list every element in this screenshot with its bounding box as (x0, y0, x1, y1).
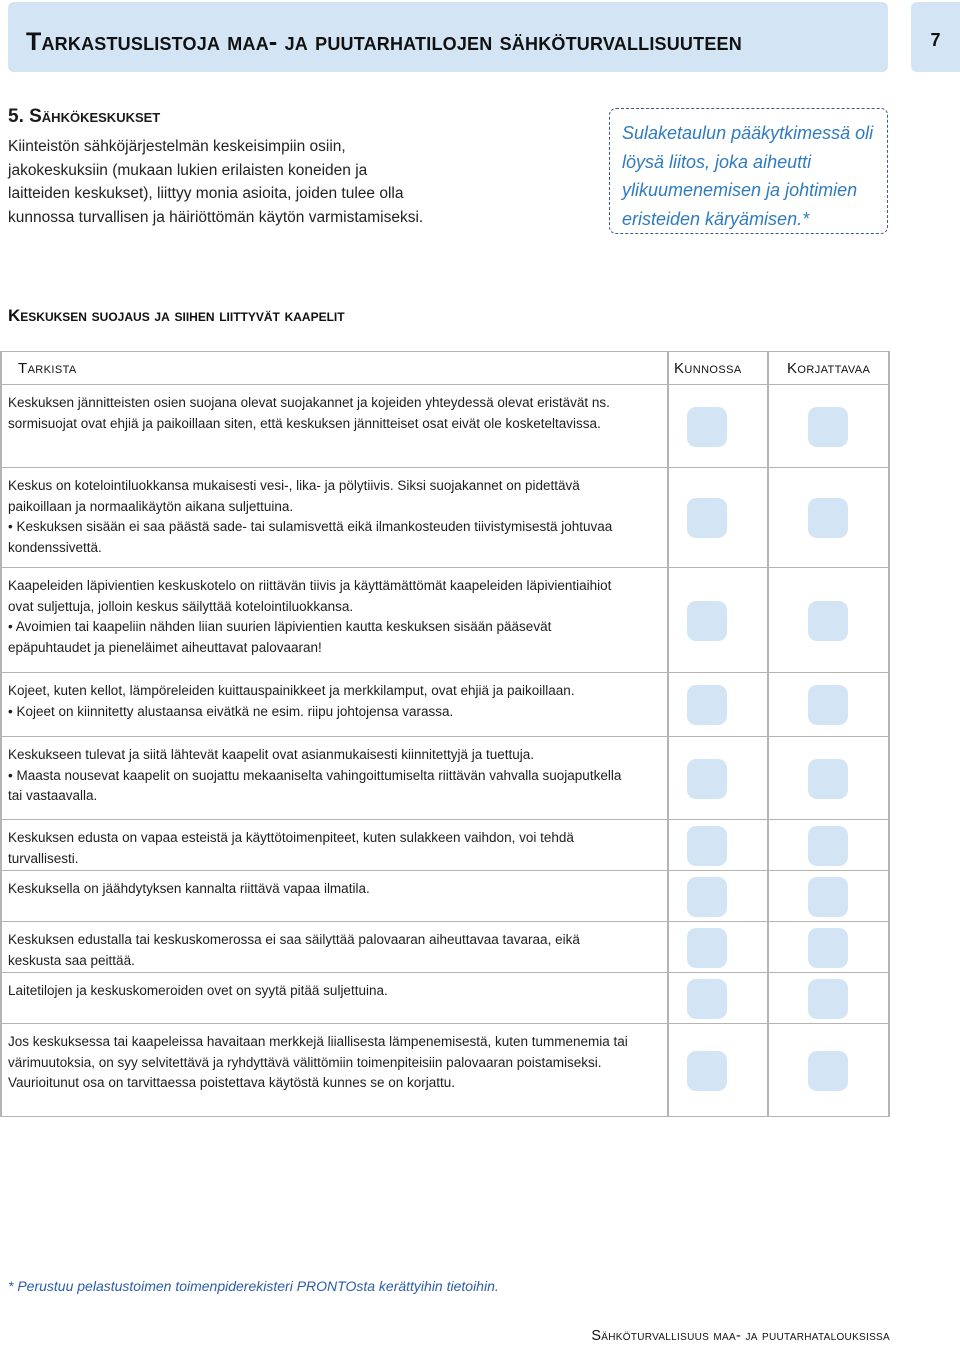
row-text (0, 673, 628, 730)
checkbox-korjattavaa[interactable] (808, 685, 848, 725)
column-divider-1 (667, 351, 669, 1117)
row-text-line: • Kojeet on kiinnitetty alustaansa eivätkä ne esim. riipu johtojensa varassa. (8, 703, 454, 719)
row-text (0, 468, 628, 566)
subsection-heading: Keskuksen suojaus ja siihen liittyvät kaapelit (8, 306, 345, 325)
row-text (0, 385, 628, 442)
row-text (0, 922, 628, 979)
checkbox-korjattavaa[interactable] (808, 979, 848, 1019)
row-text (0, 1024, 628, 1102)
table-row (0, 385, 890, 468)
page-number: 7 (930, 30, 941, 50)
column-header-tarkista: Tarkista (18, 360, 77, 377)
table-row (0, 1024, 890, 1117)
row-text-line: Jos keskuksessa tai kaapeleissa havaitaan merkkejä liiallisesta lämpenemisestä, kuten tummenemia tai värimuutoksia, on syy selvitettävä ja ryhdyttävä välittömiin toimenpiteisiin palovaaran poistamiseksi. Vaurioitunut osa on tarvittaessa poistettava käytöstä kunnes se on korjattu. (8, 1034, 628, 1090)
checkbox-korjattavaa[interactable] (808, 498, 848, 538)
column-divider-2 (767, 351, 769, 1117)
checkbox-korjattavaa[interactable] (808, 407, 848, 447)
table-body (0, 385, 890, 1117)
checkbox-kunnossa[interactable] (687, 685, 727, 725)
row-text-line: Keskukseen tulevat ja siitä lähtevät kaapelit ovat asianmukaisesti kiinnitettyjä ja tuettuja. (8, 747, 535, 762)
table-row (0, 737, 890, 820)
column-header-kunnossa: Kunnossa (674, 360, 742, 377)
row-text-line: Laitetilojen ja keskuskomeroiden ovet on syytä pitää suljettuina. (8, 983, 388, 998)
checkbox-kunnossa[interactable] (687, 877, 727, 917)
checkbox-kunnossa[interactable] (687, 498, 727, 538)
checkbox-korjattavaa[interactable] (808, 928, 848, 968)
checkbox-korjattavaa[interactable] (808, 759, 848, 799)
row-text-line: Keskuksella on jäähdytyksen kannalta riittävä vapaa ilmatila. (8, 881, 370, 896)
checkbox-kunnossa[interactable] (687, 826, 727, 866)
callout-text: Sulaketaulun pääkytkimessä oli löysä liitos, joka aiheutti ylikuumenemisen ja johtimien eristeiden käryämisen.* (622, 123, 874, 229)
row-text (0, 820, 628, 877)
row-text (0, 973, 628, 1010)
callout-box (609, 108, 888, 234)
checkbox-kunnossa[interactable] (687, 407, 727, 447)
page-number-box (911, 2, 960, 72)
row-text-line: Keskuksen jännitteisten osien suojana olevat suojakannet ja kojeiden yhteydessä olevat eristävät ns. sormisuojat ovat ehjiä ja paikoillaan siten, että keskuksen jännitteiset osat eivät ole kosketeltavissa. (8, 395, 610, 431)
row-text-line: Kojeet, kuten kellot, lämpöreleiden kuittauspainikkeet ja merkkilamput, ovat ehjiä ja paikoillaan. (8, 683, 575, 698)
page-title: Tarkastuslistoja maa- ja puutarhatilojen sähköturvallisuuteen (26, 28, 742, 56)
row-text-line: • Keskuksen sisään ei saa päästä sade- tai sulamisvettä eikä ilmankosteuden tiivistymisestä johtuvaa kondenssivettä. (8, 519, 613, 555)
checklist-table (0, 351, 890, 1117)
table-row (0, 468, 890, 568)
row-text (0, 871, 628, 908)
table-header (0, 351, 890, 385)
checkbox-korjattavaa[interactable] (808, 601, 848, 641)
table-row (0, 973, 890, 1024)
row-text-line: Keskuksen edustalla tai keskuskomerossa ei saa säilyttää palovaaran aiheuttavaa tavaraa, eikä keskusta saa peittää. (8, 932, 580, 968)
checkbox-korjattavaa[interactable] (808, 877, 848, 917)
checkbox-korjattavaa[interactable] (808, 1051, 848, 1091)
table-border-left (0, 351, 2, 1117)
column-header-korjattavaa: Korjattavaa (787, 360, 871, 377)
table-row (0, 568, 890, 673)
row-text (0, 737, 628, 815)
checkbox-korjattavaa[interactable] (808, 826, 848, 866)
footer-label: Sähköturvallisuus maa- ja puutarhatalouksissa (591, 1328, 890, 1344)
section-heading: 5. Sähkökeskukset (8, 106, 161, 127)
row-text-line: Keskus on kotelointiluokkansa mukaisesti vesi-, lika- ja pölytiivis. Siksi suojakannet on pidettävä paikoillaan ja normaalikäytön aikana suljettuina. (8, 478, 580, 514)
row-text (0, 568, 628, 666)
row-text-line: • Avoimien tai kaapeliin nähden liian suurien läpivientien kautta keskuksen sisään pääsevät epäpuhtaudet ja pieneläimet aiheuttavat palovaaran! (8, 619, 552, 655)
checkbox-kunnossa[interactable] (687, 928, 727, 968)
table-row (0, 922, 890, 973)
row-text-line: • Maasta nousevat kaapelit on suojattu mekaaniselta vahingoittumiselta riittävän vahvalla suojaputkella tai vastaavalla. (8, 767, 622, 803)
table-row (0, 871, 890, 922)
checkbox-kunnossa[interactable] (687, 979, 727, 1019)
section-intro: Kiinteistön sähköjärjestelmän keskeisimpiin osiin, jakokeskuksiin (mukaan lukien erilaisten koneiden ja laitteiden keskukset), liittyy monia asioita, joiden tulee olla kunnossa turvallisen ja häiriöttömän käytön varmistamiseksi. (8, 138, 424, 226)
checkbox-kunnossa[interactable] (687, 1051, 727, 1091)
header-bar (8, 2, 888, 72)
table-row (0, 820, 890, 871)
footnote: * Perustuu pelastustoimen toimenpiderekisteri PRONTOsta kerättyihin tietoihin. (8, 1278, 499, 1294)
table-row (0, 673, 890, 737)
table-border-right (888, 351, 890, 1117)
checkbox-kunnossa[interactable] (687, 759, 727, 799)
row-text-line: Kaapeleiden läpivientien keskuskotelo on riittävän tiivis ja käyttämättömät kaapeleiden läpivientiaihiot ovat suljettuja, jolloin keskus säilyttää kotelointiluokkansa. (8, 578, 612, 614)
checkbox-kunnossa[interactable] (687, 601, 727, 641)
row-text-line: Keskuksen edusta on vapaa esteistä ja käyttötoimenpiteet, kuten sulakkeen vaihdon, voi tehdä turvallisesti. (8, 830, 574, 866)
